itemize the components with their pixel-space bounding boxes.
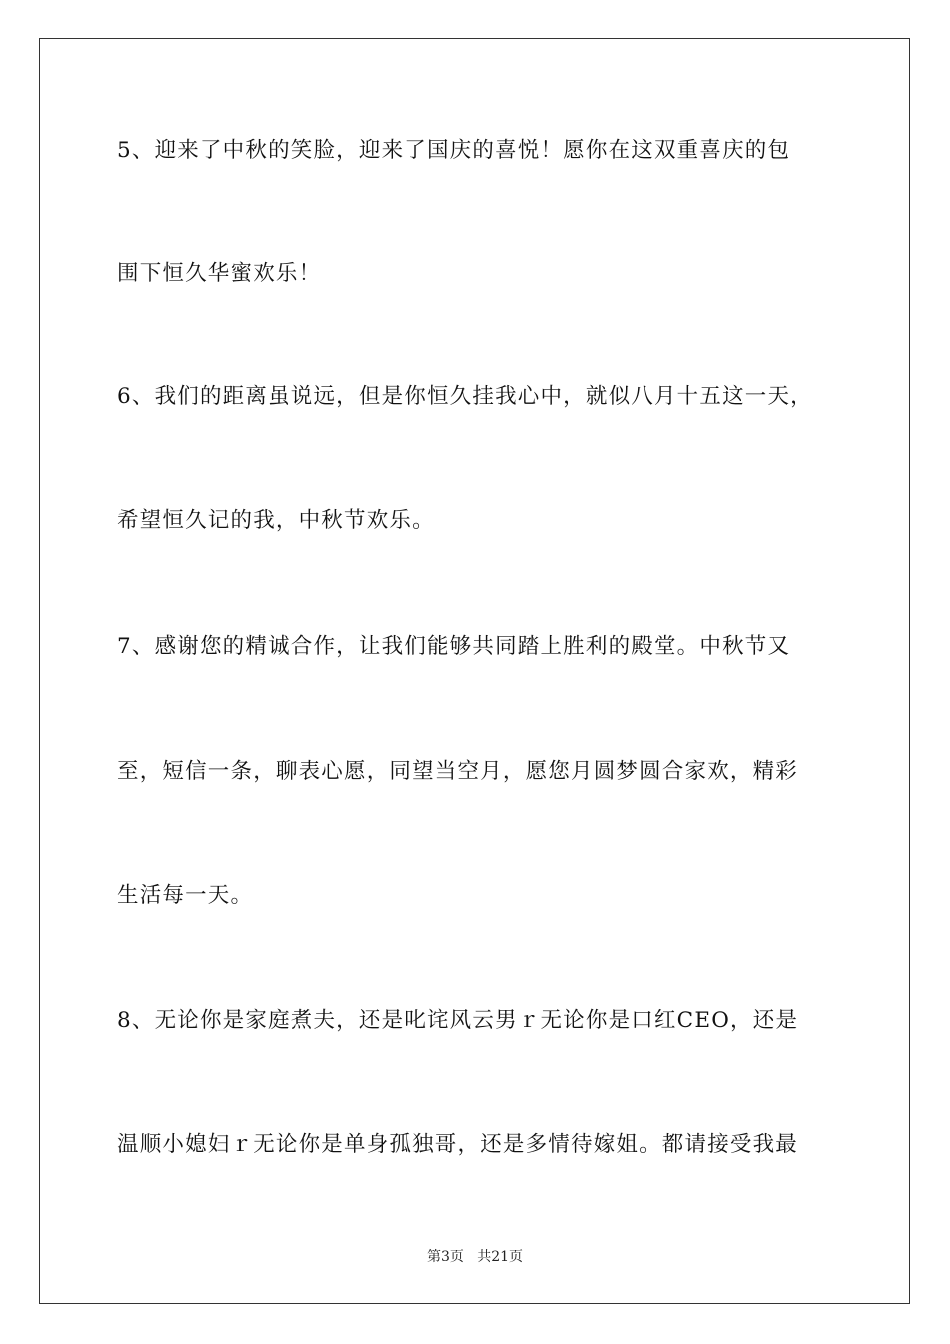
text-line: 7、感谢您的精诚合作，让我们能够共同踏上胜利的殿堂。中秋节又: [117, 634, 791, 659]
page-border: [39, 38, 910, 1304]
text-line: 5、迎来了中秋的笑脸，迎来了国庆的喜悦！愿你在这双重喜庆的包: [117, 138, 791, 163]
page-number-footer: 第3页 共21页: [426, 1249, 524, 1265]
text-line: 8、无论你是家庭煮夫，还是叱诧风云男ｒ无论你是口红CEO，还是: [117, 1008, 799, 1033]
text-line: 6、我们的距离虽说远，但是你恒久挂我心中，就似八月十五这一天，: [117, 384, 813, 409]
text-line: 生活每一天。: [117, 883, 254, 908]
text-line: 希望恒久记的我，中秋节欢乐。: [117, 508, 435, 533]
text-line: 至，短信一条，聊表心愿，同望当空月，愿您月圆梦圆合家欢，精彩: [117, 759, 799, 784]
text-line: 围下恒久华蜜欢乐！: [117, 261, 322, 286]
text-line: 温顺小媳妇ｒ无论你是单身孤独哥，还是多情待嫁姐。都请接受我最: [117, 1132, 799, 1157]
